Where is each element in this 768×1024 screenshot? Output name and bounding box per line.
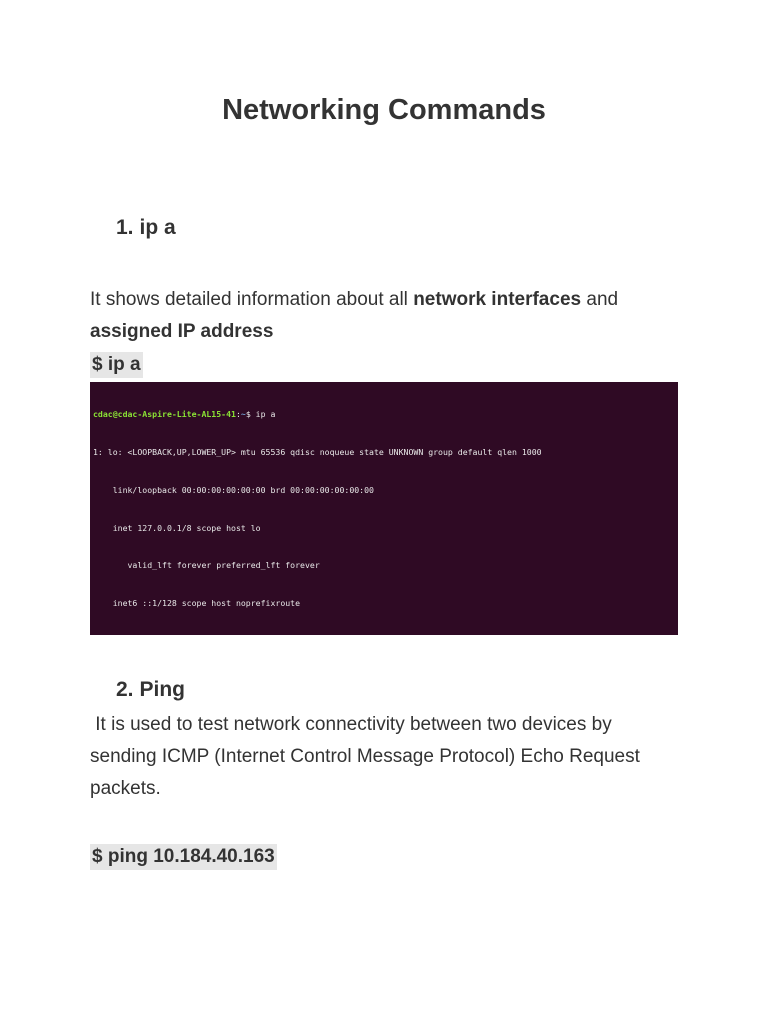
desc-line: sending ICMP (Internet Control Message Protocol) Echo Request [90,746,640,767]
terminal-line: inet6 ::1/128 scope host noprefixroute [93,598,301,609]
terminal-line: link/loopback 00:00:00:00:00:00 brd 00:00:00:00:00:00 [93,484,374,495]
prompt-colon: : [235,409,241,420]
desc-line: packets. [90,778,161,799]
section-title: Ping [139,678,186,701]
terminal-line: valid_lft forever preferred_lft forever [93,560,320,571]
ping-description [90,709,690,805]
command-ip-a: $ ip a [90,352,143,378]
desc-line: It is used to test network connectivity between two devices by [90,714,612,735]
terminal-line: inet 127.0.0.1/8 scope host lo [93,522,261,533]
prompt-user: cdac@cdac-Aspire-Lite-AL15-41 [93,409,236,420]
desc-text: and [581,289,619,310]
command-ping: $ ping 10.184.40.163 [90,844,277,870]
section-number: 2. [116,678,134,701]
terminal-prompt-line [93,408,675,421]
ip-a-description [90,284,690,348]
desc-bold-assigned-ip: assigned IP address [90,321,274,342]
section-heading-ip-a [116,216,176,240]
desc-bold-network-interfaces: network interfaces [413,289,582,310]
section-number: 1. [116,216,134,239]
prompt-command: $ ip a [245,409,276,420]
terminal-line: 1: lo: <LOOPBACK,UP,LOWER_UP> mtu 65536 qdisc noqueue state UNKNOWN group default qlen 1000 [93,446,542,457]
terminal-screenshot [90,382,678,635]
prompt-path: ~ [240,409,246,420]
section-title: ip a [139,216,176,239]
page-title: Networking Commands [222,94,546,126]
desc-text: It shows detailed information about all [90,289,414,310]
section-heading-ping [116,678,185,702]
